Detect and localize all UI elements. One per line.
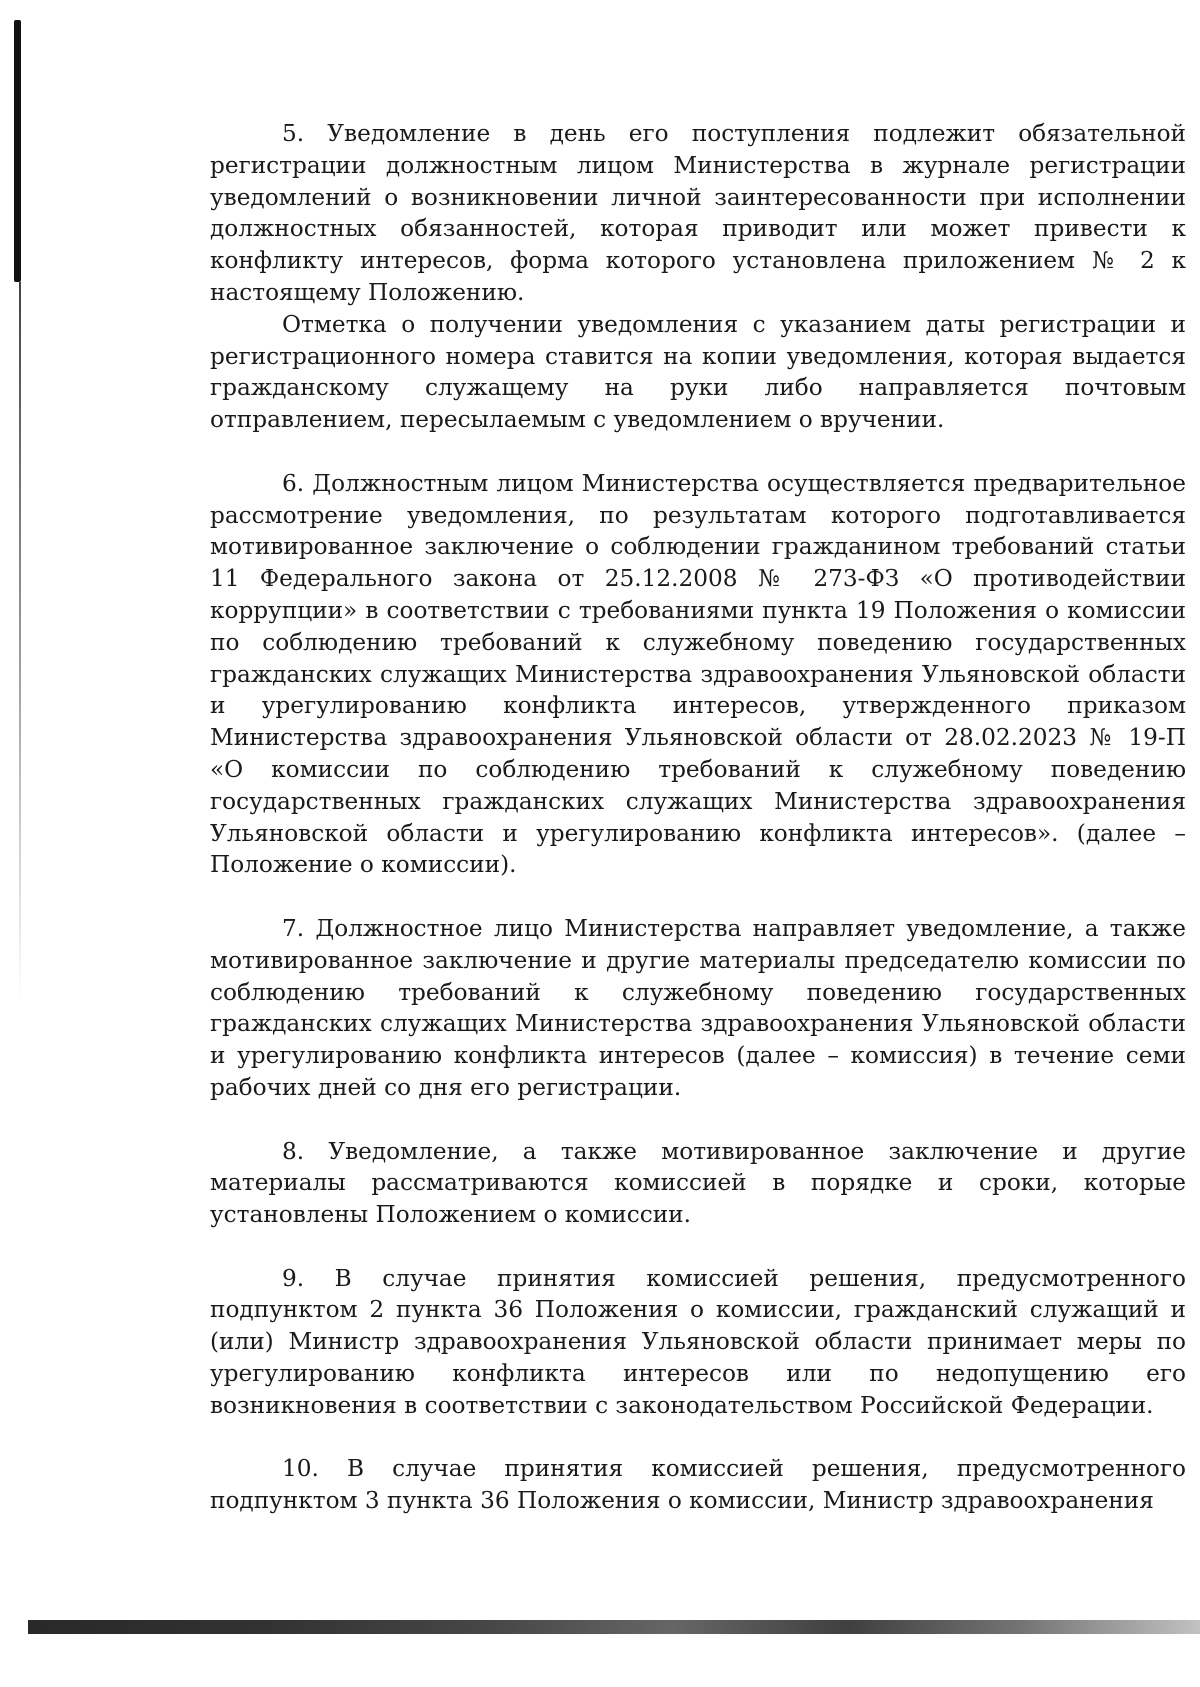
paragraph-7: 7. Должностное лицо Министерства направляет уведомление, а также мотивированное заключение и другие материалы председателю комиссии по соблюдению требований к служебному поведению государственных гражданских служащих Министерства здравоохранения Ульяновской области и урегулированию конфликта интересов (далее – комиссия) в течение семи рабочих дней со дня его регистрации.	[210, 914, 1186, 1101]
scan-edge-bottom-mark	[28, 1620, 1200, 1634]
paragraph-5-registration-mark: Отметка о получении уведомления с указанием даты регистрации и регистрационного номера ставится на копии уведомления, которая выдается гражданскому служащему на руки либо направляется почтовым отправлением, пересылаемым с уведомлением о вручении.	[210, 310, 1186, 434]
document-body	[210, 118, 1186, 1517]
paragraph-8: 8. Уведомление, а также мотивированное заключение и другие материалы рассматриваются комиссией в порядке и сроки, которые установлены Положением о комиссии.	[210, 1137, 1186, 1229]
paragraph-5: 5. Уведомление в день его поступления подлежит обязательной регистрации должностным лицом Министерства в журнале регистрации уведомлений о возникновении личной заинтересованности при исполнении должностных обязанностей, которая приводит или может привести к конфликту интересов, форма которого установлена приложением № 2 к настоящему Положению.	[210, 120, 1186, 306]
paragraph-9: 9. В случае принятия комиссией решения, предусмотренного подпунктом 2 пункта 36 Положения о комиссии, гражданский служащий и (или) Министр здравоохранения Ульяновской области принимает меры по урегулированию конфликта интересов или по недопущению его возникновения в соответствии с законодательством Российской Федерации.	[210, 1264, 1186, 1419]
paragraph-10: 10. В случае принятия комиссией решения, предусмотренного подпунктом 3 пункта 36 Положения о комиссии, Министр здравоохранения	[210, 1455, 1186, 1515]
paragraph-6: 6. Должностным лицом Министерства осуществляется предварительное рассмотрение уведомления, по результатам которого подготавливается мотивированное заключение о соблюдении гражданином требований статьи 11 Федерального закона от 25.12.2008 № 273-ФЗ «О противодействии коррупции» в соответствии с требованиями пункта 19 Положения о комиссии по соблюдению требований к служебному поведению государственных гражданских служащих Министерства здравоохранения Ульяновской области и урегулированию конфликта интересов, утвержденного приказом Министерства здравоохранения Ульяновской области от 28.02.2023 № 19-П «О комиссии по соблюдению требований к служебному поведению государственных гражданских служащих Министерства здравоохранения Ульяновской области и урегулированию конфликта интересов». (далее – Положение о комиссии).	[210, 469, 1186, 879]
scan-edge-mark	[14, 20, 21, 282]
scan-edge-line	[19, 282, 21, 1002]
